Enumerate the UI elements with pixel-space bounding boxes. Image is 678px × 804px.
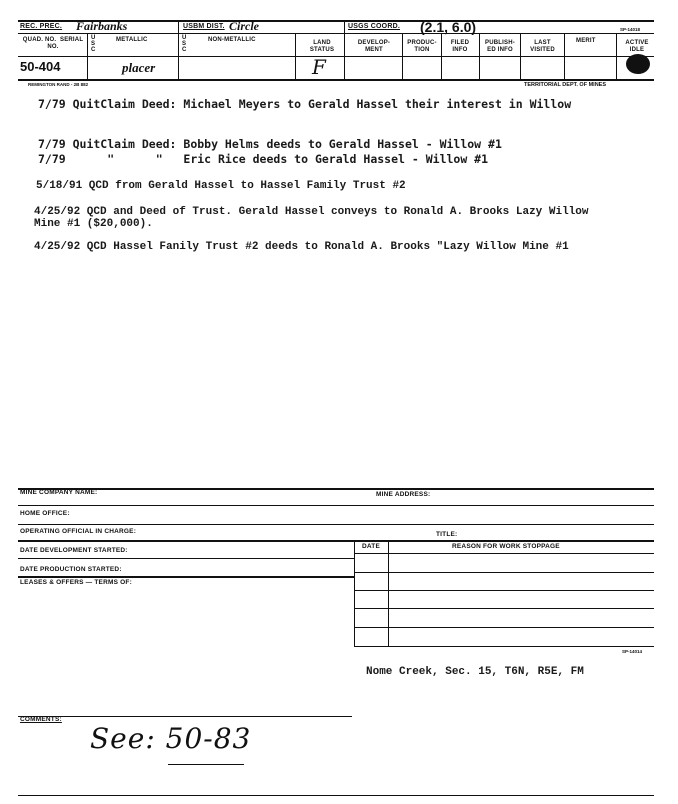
production-label: PRODUC- TION xyxy=(407,40,437,53)
underline xyxy=(168,764,244,765)
rule xyxy=(441,33,442,79)
last-visited-label: LAST VISITED xyxy=(530,40,555,53)
mine-company-label: MINE COMPANY NAME: xyxy=(20,489,98,496)
rule xyxy=(18,540,654,542)
develop-label: DEVELOP- MENT xyxy=(357,40,391,53)
home-office-label: HOME OFFICE: xyxy=(20,510,70,517)
rule xyxy=(354,608,654,609)
entry: 4/25/92 QCD Hassel Fanily Trust #2 deeds to Ronald A. Brooks "Lazy Willow Mine #1 xyxy=(34,241,569,253)
rule xyxy=(354,627,654,628)
rule xyxy=(18,558,354,559)
entry: 7/79 QuitClaim Deed: Michael Meyers to Gerald Hassel their interest in Willow xyxy=(38,97,572,111)
rec-prec-label: REC. PREC. xyxy=(20,23,63,30)
rule xyxy=(479,33,480,79)
form-number-2: SP-14014 xyxy=(622,649,643,654)
rule xyxy=(344,20,345,79)
rule xyxy=(18,576,354,578)
rule xyxy=(520,33,521,79)
comments-value: See: 50-83 xyxy=(90,722,252,755)
active-label: ACTIVE IDLE xyxy=(625,40,649,53)
filed-info-label: FILED INFO xyxy=(450,40,470,53)
usc-right: U S C xyxy=(182,35,187,53)
rule xyxy=(18,488,654,490)
published-info-label: PUBLISH- ED INFO xyxy=(485,40,515,53)
land-status-label: LAND STATUS xyxy=(309,40,335,53)
rule xyxy=(354,553,654,554)
rule xyxy=(295,33,296,79)
usbm-dist-value: Circle xyxy=(229,19,259,33)
mine-address-label: MINE ADDRESS: xyxy=(376,491,431,498)
usc-left: U S C xyxy=(91,35,96,53)
serial-no-label: SERIAL NO. xyxy=(47,37,84,50)
quad-no-label: QUAD. NO. xyxy=(22,37,57,43)
rule xyxy=(354,590,654,591)
entry: 4/25/92 QCD and Deed of Trust. Gerald Hassel conveys to Ronald A. Brooks Lazy Willow Mine #1 ($20,000). xyxy=(34,206,589,230)
footer-right: TERRITORIAL DEPT. OF MINES xyxy=(524,82,606,88)
quad-serial-value: 50-404 xyxy=(20,59,61,74)
entry: 7/79 QuitClaim Deed: Bobby Helms deeds to Gerald Hassel - Willow #1 xyxy=(38,137,502,151)
rule xyxy=(178,20,179,79)
rule xyxy=(18,79,654,81)
location-text: Nome Creek, Sec. 15, T6N, R5E, FM xyxy=(366,666,584,678)
non-metallic-label: NON-METALLIC xyxy=(208,37,256,43)
entry: 7/79 " " Eric Rice deeds to Gerald Hassel - Willow #1 xyxy=(38,152,489,166)
rule xyxy=(87,33,88,79)
title-label: TITLE: xyxy=(436,531,458,538)
rule xyxy=(564,33,565,79)
rule xyxy=(354,572,654,573)
footer-left: REMINGTON RAND - 2B 882 xyxy=(28,82,89,87)
usgs-coord-value: (2.1, 6.0) xyxy=(420,19,477,35)
rule xyxy=(388,540,389,646)
rule xyxy=(18,505,654,506)
rule xyxy=(354,646,654,647)
active-mark-icon xyxy=(626,54,650,74)
metallic-value: placer xyxy=(122,60,156,75)
leases-label: LEASES & OFFERS — TERMS OF: xyxy=(20,579,132,586)
rec-prec-value: Fairbanks xyxy=(76,19,128,33)
comments-label: COMMENTS: xyxy=(20,716,62,723)
metallic-label: METALLIC xyxy=(116,37,148,43)
merit-label: MERIT xyxy=(576,38,596,44)
date-production-label: DATE PRODUCTION STARTED: xyxy=(20,566,122,573)
date-development-label: DATE DEVELOPMENT STARTED: xyxy=(20,547,128,554)
rule xyxy=(18,795,654,796)
operating-official-label: OPERATING OFFICIAL IN CHARGE: xyxy=(20,528,137,535)
rule xyxy=(402,33,403,79)
usbm-dist-label: USBM DIST. xyxy=(183,23,225,30)
form-number: SP-14018 xyxy=(620,27,641,32)
usgs-coord-label: USGS COORD. xyxy=(348,23,400,30)
reason-label: REASON FOR WORK STOPPAGE xyxy=(452,543,560,550)
quad-serial-label xyxy=(22,37,84,51)
rule xyxy=(616,33,617,79)
rule xyxy=(18,524,654,525)
rule xyxy=(18,716,352,717)
date-column-label: DATE xyxy=(362,543,381,550)
entry: 5/18/91 QCD from Gerald Hassel to Hassel Family Trust #2 xyxy=(36,180,406,192)
rule xyxy=(354,540,355,646)
land-status-value: F xyxy=(312,55,326,79)
rule xyxy=(18,56,654,57)
